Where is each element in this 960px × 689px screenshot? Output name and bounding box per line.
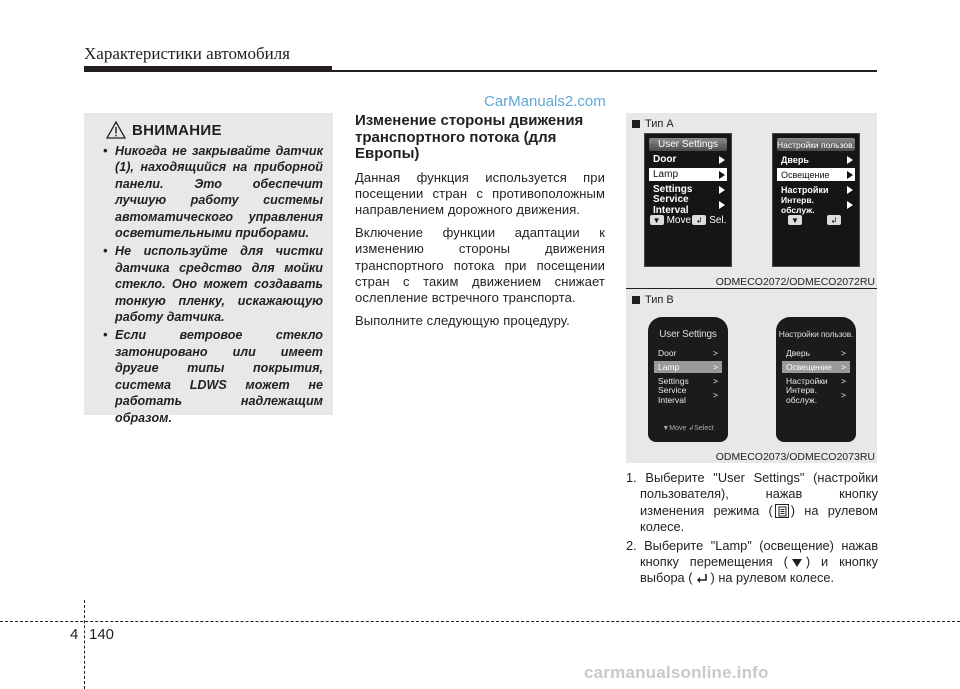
figure-type-b	[626, 288, 877, 463]
screen-row: Интерв. обслуж.	[777, 198, 855, 211]
square-bullet-icon	[632, 120, 640, 128]
lcd-screen-en	[644, 133, 732, 267]
screen-row-selected: Lamp >	[654, 361, 722, 373]
mode-button-icon	[775, 504, 789, 518]
arrow-right-icon	[719, 201, 725, 209]
screen-row: Settings >	[658, 376, 718, 386]
screen-row: Door >	[658, 348, 718, 358]
figure-type-a	[626, 113, 877, 288]
arrow-right-icon	[847, 186, 853, 194]
header-rule-thick	[84, 66, 332, 72]
header-rule-thin	[332, 70, 877, 72]
warning-item: • Если ветровое стекло затонировано или имеет другие типы покрытия, система LDWS может не работать надлежащим образом.	[103, 328, 323, 425]
warning-item: • Не используйте для чистки датчика средство для мойки стекло. Оно может создавать тонкую пленку, искажающую работу датчика.	[103, 244, 323, 325]
screen-footer: ▼Move ↲Select	[662, 425, 714, 432]
lcd-screen-en	[648, 317, 728, 442]
section-column	[355, 113, 605, 335]
figure-code: ODMECO2072/ODMECO2072RU	[715, 276, 875, 288]
chapter-number: 4	[70, 626, 79, 643]
screen-row: Door	[649, 153, 727, 166]
square-bullet-icon	[632, 296, 640, 304]
screen-row: Настройки >	[786, 376, 846, 386]
lcd-screen-ru	[772, 133, 860, 267]
arrow-right-icon	[847, 201, 853, 209]
down-arrow-icon	[790, 556, 804, 570]
arrow-right-icon	[719, 156, 725, 164]
figure-code: ODMECO2073/ODMECO2073RU	[715, 451, 875, 463]
footer-rule	[0, 621, 960, 622]
screen-row: Настройки	[777, 183, 855, 196]
enter-arrow-icon	[695, 572, 709, 586]
screen-row-selected: Освещение >	[782, 361, 850, 373]
section-title: Изменение стороны движения транспортного потока (для Европы)	[355, 112, 584, 162]
section-paragraph: Данная функция используется при посещении стран с противоположным направлением дорожного движения.	[355, 169, 605, 218]
screen-row: Service Interval	[649, 198, 727, 211]
warning-header	[100, 121, 323, 139]
screen-row: Settings	[649, 183, 727, 196]
step-1: 1. Выберите "User Settings" (настройки пользователя), нажав кнопку изменения режима ( ) на рулевом колесе.	[626, 470, 878, 535]
arrow-right-icon	[719, 171, 725, 179]
page-header-title: Характеристики автомобиля	[84, 44, 290, 63]
warning-item: • Никогда не закрывайте датчик (1), находящийся на приборной панели. Это обеспечит лучшую работу системы автоматического управления осветительными приборами.	[103, 144, 323, 241]
page-number: 140	[89, 626, 115, 643]
down-key-icon: ▼	[650, 215, 664, 225]
screen-row-selected: Освещение	[777, 168, 855, 181]
footer-divider	[84, 600, 85, 689]
instruction-steps	[626, 470, 878, 589]
screen-footer: ▼ Move ↲ Sel.	[649, 213, 727, 227]
screen-row: Интерв. обслуж. >	[786, 385, 846, 405]
arrow-right-icon	[847, 171, 853, 179]
screen-row: Service Interval >	[658, 385, 718, 405]
lcd-screen-ru	[776, 317, 856, 442]
screen-row-selected: Lamp	[649, 168, 727, 181]
screen-header: User Settings	[659, 329, 717, 340]
warning-triangle-icon	[106, 121, 126, 139]
screen-header: Настройки пользов.	[778, 329, 854, 339]
warning-box	[84, 113, 333, 425]
screen-footer	[777, 213, 855, 227]
section-paragraph: Выполните следующую процедуру.	[355, 312, 570, 328]
warning-title: ВНИМАНИЕ	[132, 121, 222, 139]
section-paragraph: Включение функции адаптации к изменению стороны движения транспортного потока при посещении стран с таким движением снижает ослепление встречного транспорта.	[355, 224, 605, 306]
screen-row: Дверь	[777, 153, 855, 166]
figure-label: Тип B	[632, 294, 674, 306]
step-2: 2. Выберите "Lamp" (освещение) нажав кнопку перемещения ( ) и кнопку выбора ( ) на рулевом колесе.	[626, 537, 878, 586]
down-key-icon: ▼	[788, 215, 802, 225]
arrow-right-icon	[847, 156, 853, 164]
warning-list	[100, 143, 323, 426]
enter-key-icon: ↲	[692, 215, 706, 225]
arrow-right-icon	[719, 186, 725, 194]
watermark-bottom[interactable]: carmanualsonline.info	[584, 663, 769, 682]
screen-header: User Settings	[649, 138, 727, 151]
figure-label: Тип A	[632, 118, 674, 130]
screen-row: Дверь >	[786, 348, 846, 358]
enter-key-icon: ↲	[827, 215, 841, 225]
watermark-top[interactable]: CarManuals2.com	[484, 93, 606, 110]
screen-header: Настройки пользов.	[777, 139, 855, 150]
